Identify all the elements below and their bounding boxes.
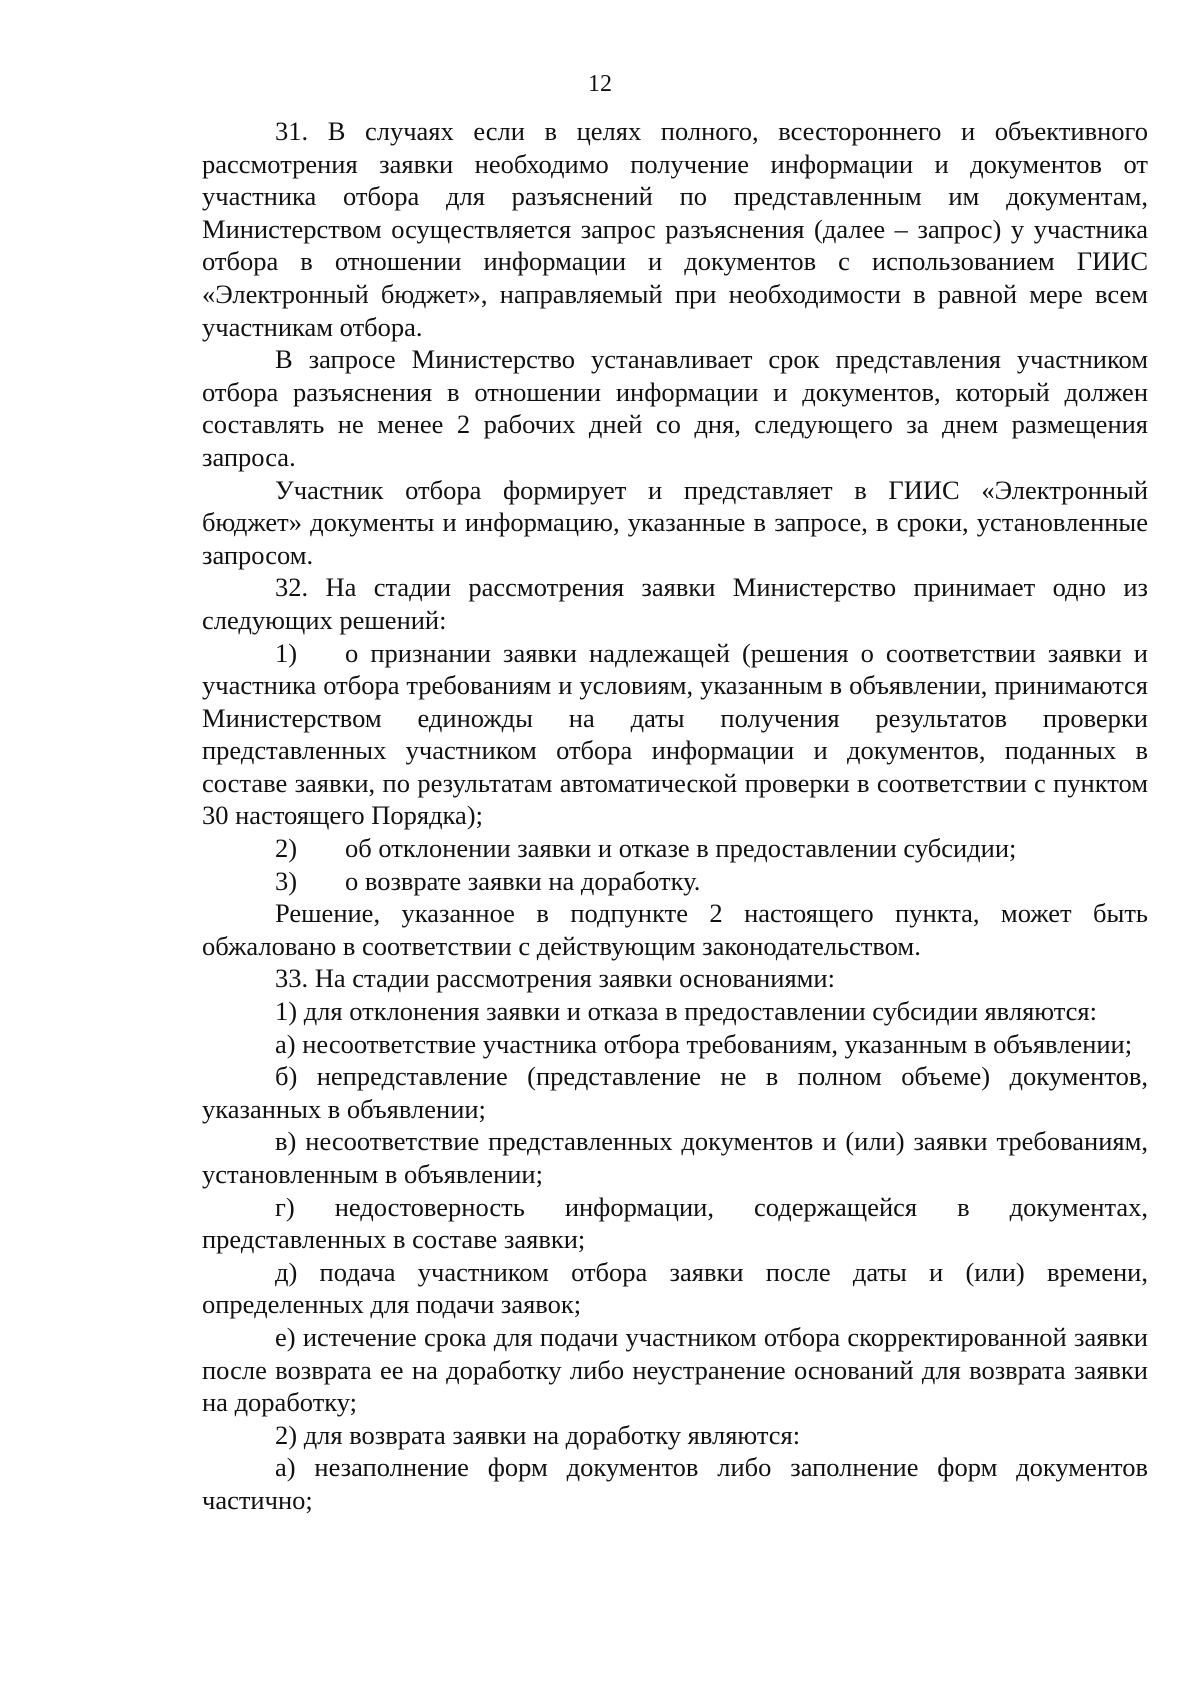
item-number: 1) <box>275 637 298 668</box>
paragraph-33-1a: а) несоответствие участника отбора требованиям, указанным в объявлении; <box>275 1028 1133 1059</box>
paragraph-33-2a: а) незаполнение форм документов либо заполнение форм документов частично; <box>202 1452 1148 1515</box>
document-body <box>202 115 1148 1517</box>
paragraph-33-2: 2) для возврата заявки на доработку являются: <box>275 1419 801 1450</box>
item-number: 3) <box>275 865 298 896</box>
item-text: об отклонении заявки и отказе в предоставлении субсидии; <box>345 833 1017 864</box>
paragraph-32-decision: Решение, указанное в подпункте 2 настоящего пункта, может быть обжаловано в соответствии с действующим законодательством. <box>202 898 1148 961</box>
paragraph-33-1b: б) непредставление (представление не в полном объеме) документов, указанных в объявлении; <box>202 1061 1148 1124</box>
paragraph-33: 33. На стадии рассмотрения заявки основаниями: <box>275 963 835 994</box>
paragraph-33-1f: е) истечение срока для подачи участником отбора скорректированной заявки после возврата ее на доработку либо неустранение оснований для возврата заявки на доработку; <box>202 1321 1148 1418</box>
paragraph-32-item-1 <box>202 637 1148 833</box>
paragraph-32-item-3 <box>202 865 1148 898</box>
paragraph-33-1e: д) подача участником отбора заявки после даты и (или) времени, определенных для подачи заявок; <box>202 1256 1148 1320</box>
page-number: 12 <box>588 71 612 97</box>
paragraph-31: 31. В случаях если в целях полного, всестороннего и объективного рассмотрения заявки необходимо получение информации и документов от участника отбора для разъяснений по представленным им документам, Министерством осуществляется запрос разъяснения (далее – запрос) у участника отбора в отношении информации и документов с использованием ГИИС «Электронный бюджет», направляемый при необходимости в равной мере всем участникам отбора. <box>202 116 1148 342</box>
paragraph-31-participant: Участник отбора формирует и представляет в ГИИС «Электронный бюджет» документы и информацию, указанные в запросе, в сроки, установленные запросом. <box>202 474 1148 570</box>
paragraph-31-request: В запросе Министерство устанавливает срок представления участником отбора разъяснения в отношении информации и документов, который должен составлять не менее 2 рабочих дней со дня, следующего за днем размещения запроса. <box>202 344 1148 472</box>
paragraph-32: 32. На стадии рассмотрения заявки Министерство принимает одно из следующих решений: <box>202 572 1148 635</box>
paragraph-33-1d: г) недостоверность информации, содержащейся в документах, представленных в составе заявки; <box>202 1191 1148 1255</box>
item-text: о признании заявки надлежащей (решения о соответствии заявки и участника отбора требованиям и условиям, указанным в объявлении, принимаются Министерством единожды на даты получения результатов проверки представленных участником отбора информации и документов, поданных в составе заявки, по результатам автоматической проверки в соответствии с пунктом 30 настоящего Порядка); <box>202 637 1148 831</box>
paragraph-33-1: 1) для отклонения заявки и отказа в предоставлении субсидии являются: <box>275 996 1097 1027</box>
paragraph-33-1c: в) несоответствие представленных документов и (или) заявки требованиям, установленным в объявлении; <box>202 1126 1148 1189</box>
item-number: 2) <box>275 833 298 864</box>
item-text: о возврате заявки на доработку. <box>345 865 701 896</box>
paragraph-32-item-2 <box>202 832 1148 865</box>
